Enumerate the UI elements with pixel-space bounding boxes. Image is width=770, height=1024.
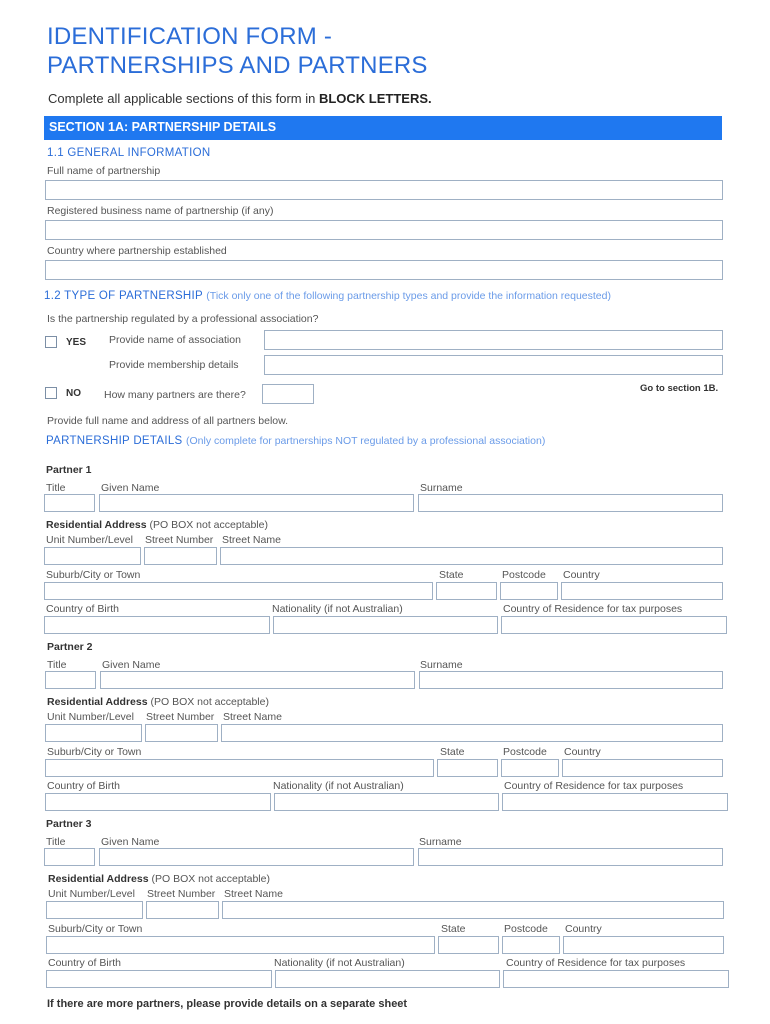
- partner-3-nationality-field[interactable]: [275, 970, 500, 988]
- association-name-field[interactable]: [264, 330, 723, 350]
- partner-3-given-name-field[interactable]: [99, 848, 414, 866]
- country-label: Country: [563, 569, 600, 581]
- nationality-label: Nationality (if not Australian): [274, 957, 405, 969]
- country-established-label: Country where partnership established: [47, 245, 227, 257]
- partner-1-given-name-field[interactable]: [99, 494, 414, 512]
- regulated-question: Is the partnership regulated by a professional association?: [47, 313, 319, 325]
- country-of-birth-label: Country of Birth: [48, 957, 121, 969]
- partner-2-unit-field[interactable]: [45, 724, 142, 742]
- form-title: [47, 22, 428, 80]
- partner-1-surname-field[interactable]: [418, 494, 723, 512]
- postcode-label: Postcode: [503, 746, 547, 758]
- partnership-details-heading: [46, 435, 545, 447]
- residential-address-title: Residential Address: [46, 519, 147, 531]
- intro-text: [48, 91, 432, 106]
- given-name-label: Given Name: [101, 482, 160, 494]
- country-established-field[interactable]: [45, 260, 723, 280]
- title-label: Title: [46, 836, 66, 848]
- given-name-label: Given Name: [102, 659, 161, 671]
- full-name-label: Full name of partnership: [47, 165, 161, 177]
- partner-1-street-name-field[interactable]: [220, 547, 723, 565]
- partner-2-label: Partner 2: [47, 641, 93, 653]
- membership-details-label: Provide membership details: [109, 359, 239, 371]
- partner-3-residence-tax-field[interactable]: [503, 970, 729, 988]
- suburb-label: Suburb/City or Town: [48, 923, 143, 935]
- state-label: State: [439, 569, 464, 581]
- yes-checkbox[interactable]: [45, 336, 57, 348]
- partner-2-suburb-field[interactable]: [45, 759, 434, 777]
- street-name-label: Street Name: [224, 888, 283, 900]
- partner-2-country-field[interactable]: [562, 759, 723, 777]
- section-1a-header: [44, 116, 722, 140]
- partner-1-state-field[interactable]: [436, 582, 497, 600]
- partnership-type-heading: [44, 290, 611, 302]
- surname-label: Surname: [420, 659, 463, 671]
- partner-1-unit-field[interactable]: [44, 547, 141, 565]
- full-name-field[interactable]: [45, 180, 723, 200]
- residential-address-label: [46, 519, 268, 531]
- partnership-type-note: (Tick only one of the following partnership types and provide the information requested): [206, 290, 611, 302]
- postcode-label: Postcode: [502, 569, 546, 581]
- surname-label: Surname: [420, 482, 463, 494]
- suburb-label: Suburb/City or Town: [46, 569, 141, 581]
- unit-label: Unit Number/Level: [46, 534, 133, 546]
- partner-3-country-of-birth-field[interactable]: [46, 970, 272, 988]
- residence-tax-label: Country of Residence for tax purposes: [503, 603, 683, 615]
- partner-1-nationality-field[interactable]: [273, 616, 498, 634]
- residential-address-title: Residential Address: [48, 873, 149, 885]
- form-title-line2: PARTNERSHIPS AND PARTNERS: [47, 52, 428, 79]
- surname-label: Surname: [419, 836, 462, 848]
- partner-2-nationality-field[interactable]: [274, 793, 499, 811]
- intro-bold: BLOCK LETTERS.: [318, 91, 432, 106]
- residence-tax-label: Country of Residence for tax purposes: [506, 957, 686, 969]
- po-box-note: (PO BOX not acceptable): [146, 519, 268, 531]
- partner-1-suburb-field[interactable]: [44, 582, 433, 600]
- partners-count-field[interactable]: [262, 384, 314, 404]
- country-label: Country: [565, 923, 602, 935]
- goto-section-1b: Go to section 1B.: [640, 383, 719, 394]
- partner-2-surname-field[interactable]: [419, 671, 723, 689]
- title-label: Title: [47, 659, 67, 671]
- state-label: State: [441, 923, 466, 935]
- street-name-label: Street Name: [222, 534, 281, 546]
- no-label: NO: [66, 388, 81, 399]
- partnership-details-title: PARTNERSHIP DETAILS: [46, 435, 183, 447]
- partner-3-country-field[interactable]: [563, 936, 724, 954]
- partners-count-label: How many partners are there?: [104, 389, 246, 401]
- yes-label: YES: [66, 337, 87, 348]
- partner-1-country-field[interactable]: [561, 582, 723, 600]
- partner-2-street-name-field[interactable]: [221, 724, 723, 742]
- association-name-label: Provide name of association: [109, 334, 241, 346]
- partner-3-surname-field[interactable]: [418, 848, 723, 866]
- partnership-type-title: 1.2 TYPE OF PARTNERSHIP: [44, 290, 203, 302]
- nationality-label: Nationality (if not Australian): [273, 780, 404, 792]
- country-label: Country: [564, 746, 601, 758]
- partner-3-postcode-field[interactable]: [502, 936, 560, 954]
- postcode-label: Postcode: [504, 923, 548, 935]
- unit-label: Unit Number/Level: [48, 888, 135, 900]
- partner-2-street-number-field[interactable]: [145, 724, 218, 742]
- partner-1-postcode-field[interactable]: [500, 582, 558, 600]
- partner-3-street-name-field[interactable]: [222, 901, 724, 919]
- partner-3-label: Partner 3: [46, 818, 92, 830]
- residential-address-title: Residential Address: [47, 696, 148, 708]
- business-name-label: Registered business name of partnership (if any): [47, 205, 274, 217]
- partner-3-title-field[interactable]: [44, 848, 95, 866]
- intro-plain: Complete all applicable sections of this form in: [48, 91, 319, 106]
- more-partners-note: If there are more partners, please provide details on a separate sheet: [47, 998, 408, 1010]
- country-of-birth-label: Country of Birth: [47, 780, 120, 792]
- membership-details-field[interactable]: [264, 355, 723, 375]
- partner-1-residence-tax-field[interactable]: [501, 616, 727, 634]
- suburb-label: Suburb/City or Town: [47, 746, 142, 758]
- residential-address-label: [48, 873, 270, 885]
- title-label: Title: [46, 482, 66, 494]
- street-name-label: Street Name: [223, 711, 282, 723]
- no-checkbox[interactable]: [45, 387, 57, 399]
- partner-1-title-field[interactable]: [44, 494, 95, 512]
- po-box-note: (PO BOX not acceptable): [148, 873, 270, 885]
- street-number-label: Street Number: [146, 711, 215, 723]
- partner-1-street-number-field[interactable]: [144, 547, 217, 565]
- po-box-note: (PO BOX not acceptable): [147, 696, 269, 708]
- unit-label: Unit Number/Level: [47, 711, 134, 723]
- partner-3-state-field[interactable]: [438, 936, 499, 954]
- residence-tax-label: Country of Residence for tax purposes: [504, 780, 684, 792]
- provide-partners-text: Provide full name and address of all partners below.: [47, 415, 289, 427]
- state-label: State: [440, 746, 465, 758]
- partner-1-label: Partner 1: [46, 464, 92, 476]
- country-of-birth-label: Country of Birth: [46, 603, 119, 615]
- partner-2-residence-tax-field[interactable]: [502, 793, 728, 811]
- street-number-label: Street Number: [145, 534, 214, 546]
- partner-3-suburb-field[interactable]: [46, 936, 435, 954]
- given-name-label: Given Name: [101, 836, 160, 848]
- partner-2-title-field[interactable]: [45, 671, 96, 689]
- street-number-label: Street Number: [147, 888, 216, 900]
- partner-3-unit-field[interactable]: [46, 901, 143, 919]
- business-name-field[interactable]: [45, 220, 723, 240]
- partner-2-postcode-field[interactable]: [501, 759, 559, 777]
- partner-3-street-number-field[interactable]: [146, 901, 219, 919]
- partnership-details-note: (Only complete for partnerships NOT regulated by a professional association): [186, 435, 546, 447]
- general-info-heading: 1.1 GENERAL INFORMATION: [47, 147, 211, 159]
- partner-2-country-of-birth-field[interactable]: [45, 793, 271, 811]
- nationality-label: Nationality (if not Australian): [272, 603, 403, 615]
- partner-2-given-name-field[interactable]: [100, 671, 415, 689]
- partner-2-state-field[interactable]: [437, 759, 498, 777]
- residential-address-label: [47, 696, 269, 708]
- form-title-line1: IDENTIFICATION FORM -: [47, 23, 333, 50]
- section-1a-title: SECTION 1A: PARTNERSHIP DETAILS: [49, 120, 277, 134]
- partner-1-country-of-birth-field[interactable]: [44, 616, 270, 634]
